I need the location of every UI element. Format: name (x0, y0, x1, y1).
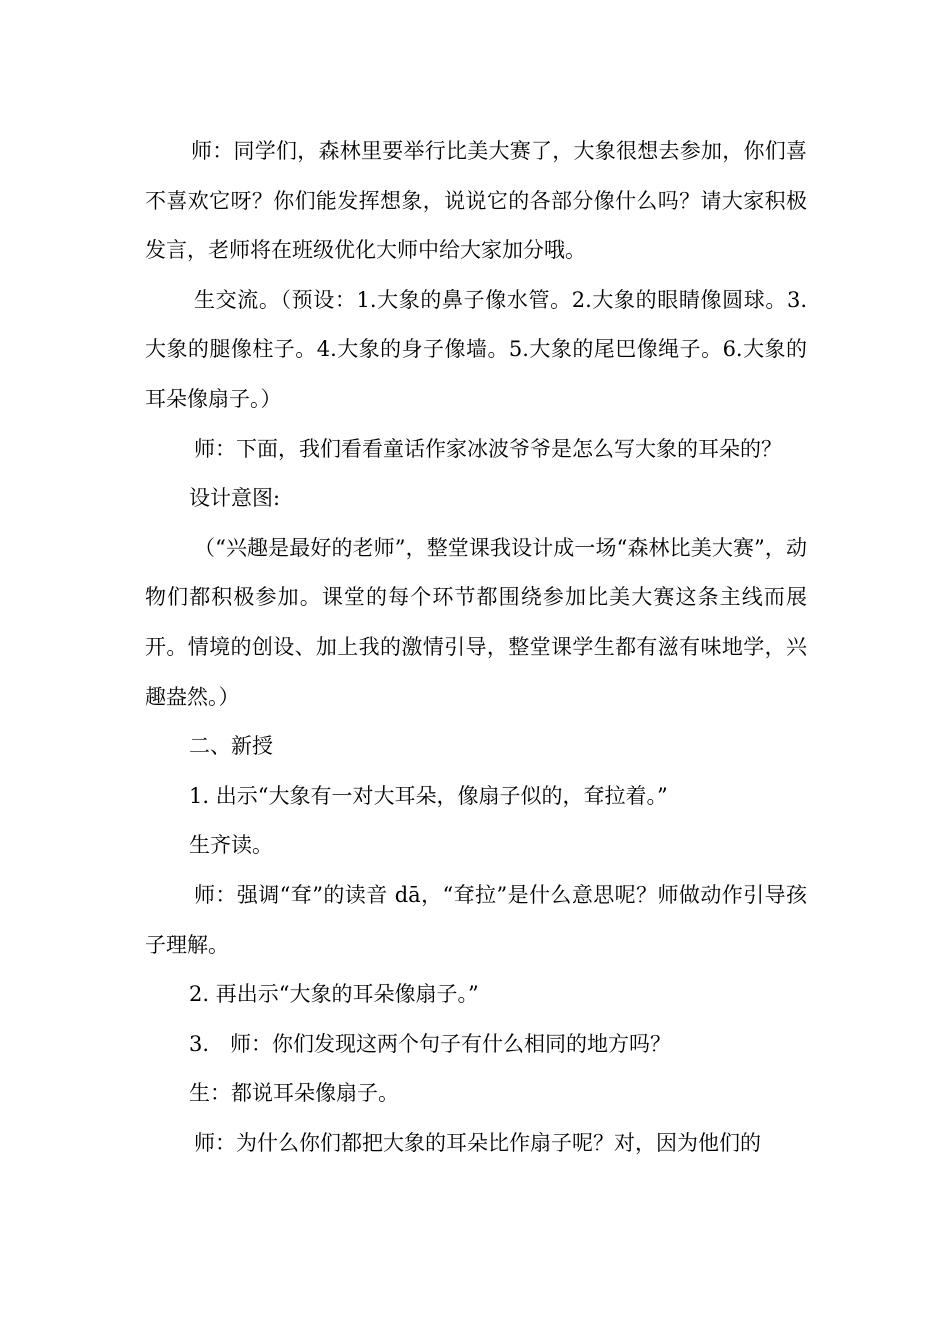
list-item-1: 1. 出示“大象有一对大耳朵，像扇子似的，耷拉着。” (189, 783, 668, 808)
paragraph-teacher-why: 师：为什么你们都把大象的耳朵比作扇子呢？对，因为他们的 (194, 1130, 761, 1155)
list-item-3: 3. 师：你们发现这两个句子有什么相同的地方吗？ (189, 1031, 672, 1056)
paragraph-teacher-pronunciation: 师：强调“耷”的读音 dā，“耷拉”是什么意思呢？师做动作引导孩子理解。 (145, 882, 807, 957)
paragraph-teacher-intro: 师：同学们，森林里要举行比美大赛了，大象很想去参加，你们喜不喜欢它呀？你们能发挥想象，说说它的各部分像什么吗？请大家积极发言，老师将在班级优化大师中给大家加分哦。 (145, 139, 807, 263)
section-heading-new-lesson: 二、新授 (189, 734, 273, 759)
paragraph-students-read: 生齐读。 (189, 833, 273, 858)
document-body (145, 127, 807, 1168)
paragraph-student-exchange: 生交流。（预设：1.大象的鼻子像水管。2.大象的眼睛像圆球。3.大象的腿像柱子。4.大象的身子像墙。5.大象的尾巴像绳子。6.大象的耳朵像扇子。） (145, 287, 807, 411)
paragraph-teacher-ears-question: 师：下面，我们看看童话作家冰波爷爷是怎么写大象的耳朵的？ (194, 436, 782, 461)
paragraph-design-intent-body: （“兴趣是最好的老师”，整堂课我设计成一场“森林比美大赛”，动物们都积极参加。课堂的每个环节都围绕参加比美大赛这条主线而展开。情境的创设、加上我的激情引导，整堂课学生都有滋有味地学，兴趣盎然。） (145, 535, 807, 709)
list-item-2: 2. 再出示“大象的耳朵像扇子。” (189, 982, 479, 1007)
paragraph-student-answer: 生：都说耳朵像扇子。 (189, 1081, 399, 1106)
paragraph-design-intent-heading: 设计意图: (189, 486, 281, 511)
